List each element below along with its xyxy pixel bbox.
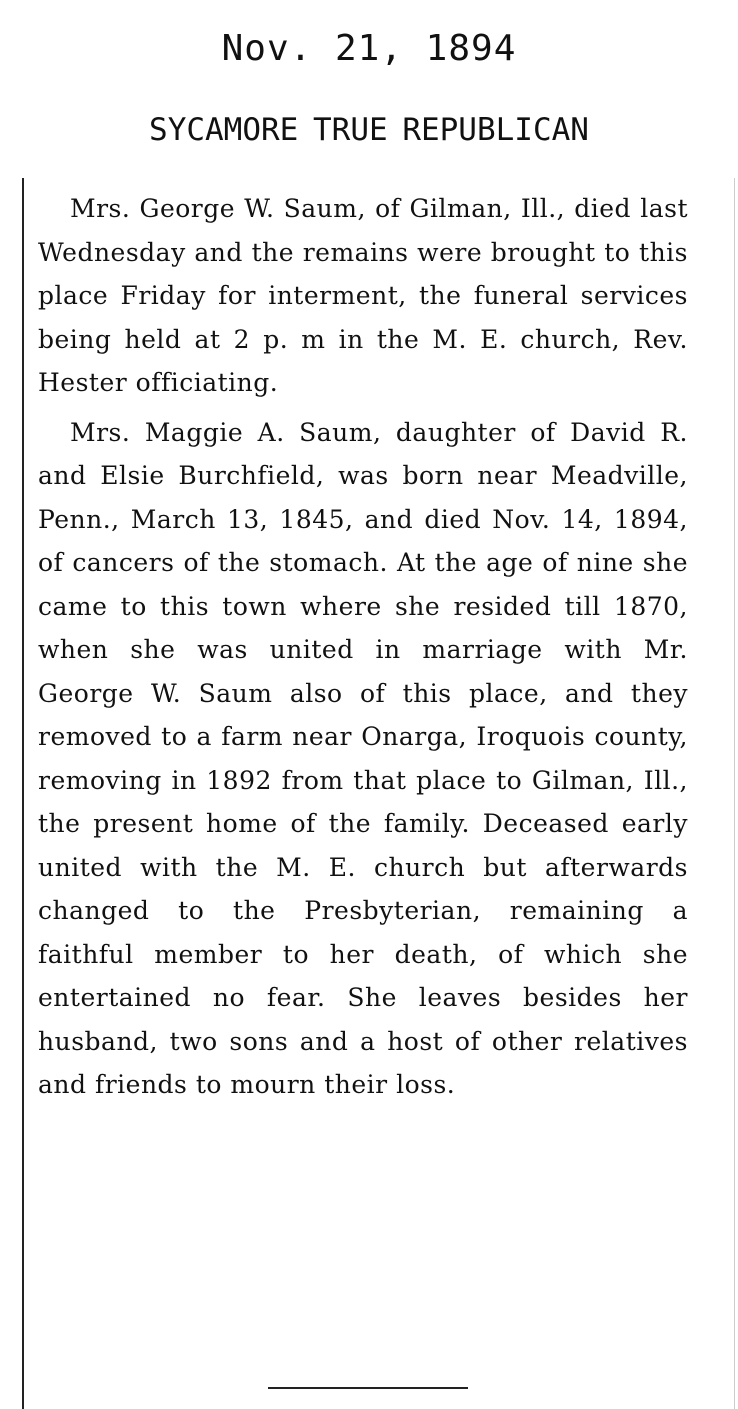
column-rule-left: [22, 178, 24, 1409]
article-paragraph-death-notice: Mrs. George W. Saum, of Gilman, Ill., died last Wednesday and the remains were brought to this place Friday for interment, the funeral services being held at 2 p. m in the M. E. church, Rev. Hester officiating.: [38, 194, 688, 397]
column-rule-right: [734, 178, 735, 1409]
article-body: [38, 187, 688, 1107]
clipping-date: Nov. 21, 1894: [221, 28, 517, 69]
article-paragraph-obituary: Mrs. Maggie A. Saum, daughter of David R. and Elsie Burchfield, was born near Meadville, Penn., March 13, 1845, and died Nov. 14, 1894, of cancers of the stomach. At the age of nine she came to this town where she resided till 1870, when she was united in marriage with Mr. George W. Saum also of this place, and they removed to a farm near Onarga, Iroquois county, removing in 1892 from that place to Gilman, Ill., the present home of the family. Deceased early united with the M. E. church but afterwards changed to the Presbyterian, remaining a faithful member to her death, of which she entertained no fear. She leaves besides her husband, two sons and a host of other relatives and friends to mourn their loss.: [38, 417, 688, 1099]
end-rule: [268, 1387, 468, 1389]
newspaper-name: SYCAMORE TRUE REPUBLICAN: [149, 112, 589, 148]
